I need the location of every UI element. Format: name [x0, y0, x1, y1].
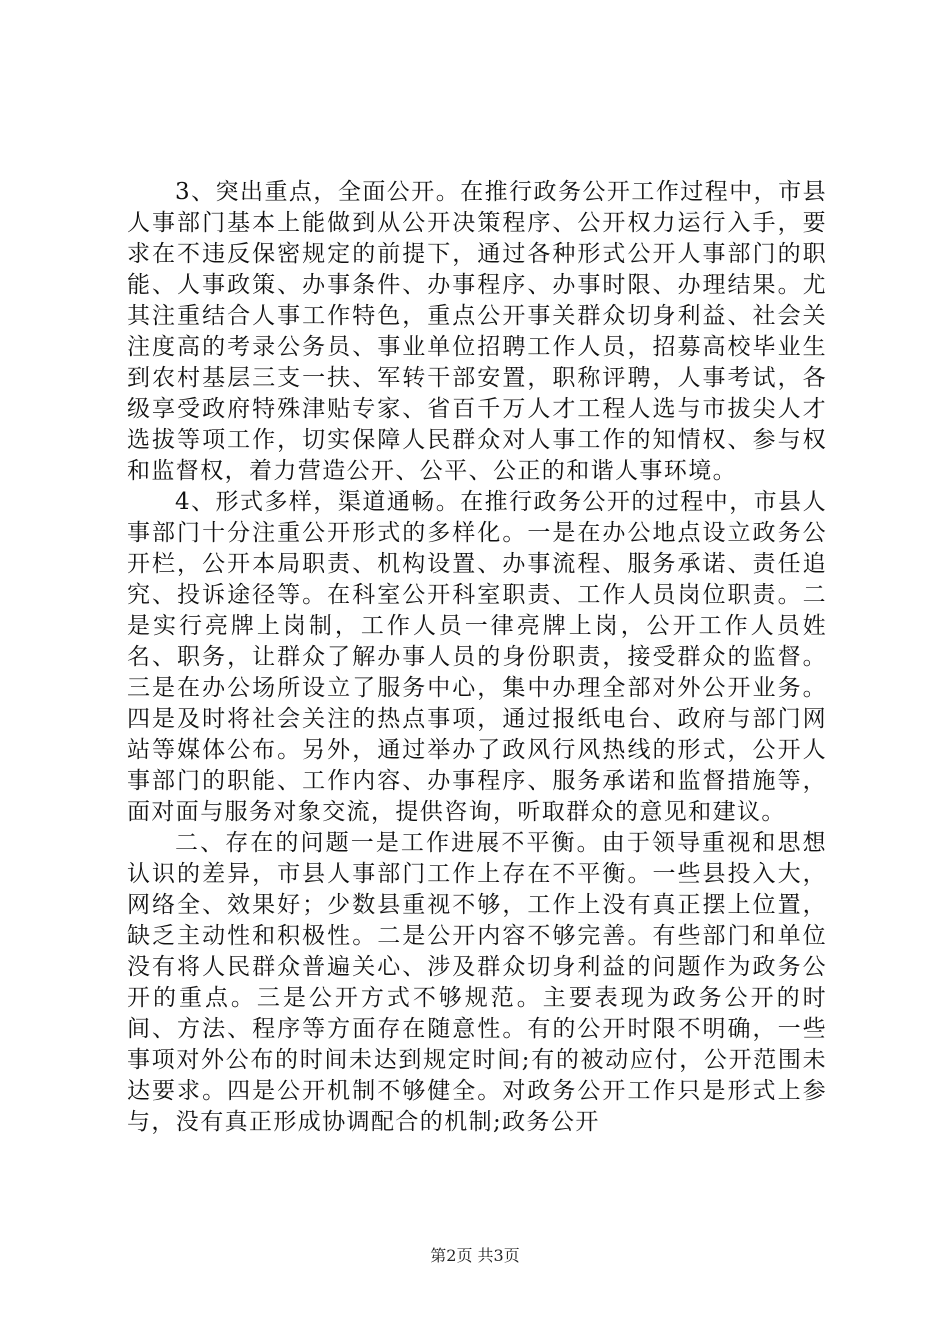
paragraph-section-4: 4、形式多样，渠道通畅。在推行政务公开的过程中，市县人事部门十分注重公开形式的多样化。一是在办公地点设立政务公开栏，公开本局职责、机构设置、办事流程、服务承诺、责任追究、投诉途径等。在科室公开科室职责、工作人员岗位职责。二是实行亮牌上岗制，工作人员一律亮牌上岗，公开工作人员姓名、职务，让群众了解办事人员的身份职责，接受群众的监督。三是在办公场所设立了服务中心，集中办理全部对外公开业务。四是及时将社会关注的热点事项，通过报纸电台、政府与部门网站等媒体公布。另外，通过举办了政风行风热线的形式，公开人事部门的职能、工作内容、办事程序、服务承诺和监督措施等，面对面与服务对象交流，提供咨询，听取群众的意见和建议。: [127, 489, 827, 825]
document-body: [127, 177, 827, 1138]
paragraph-existing-problems: 二、存在的问题一是工作进展不平衡。由于领导重视和思想认识的差异，市县人事部门工作上存在不平衡。一些县投入大，网络全、效果好；少数县重视不够，工作上没有真正摆上位置，缺乏主动性和积极性。二是公开内容不够完善。有些部门和单位没有将人民群众普遍关心、涉及群众切身利益的问题作为政务公开的重点。三是公开方式不够规范。主要表现为政务公开的时间、方法、程序等方面存在随意性。有的公开时限不明确，一些事项对外公布的时间未达到规定时间;有的被动应付，公开范围未达要求。四是公开机制不够健全。对政务公开工作只是形式上参与，没有真正形成协调配合的机制;政务公开: [127, 830, 827, 1135]
page-footer: 第2页 共3页: [430, 1246, 520, 1265]
paragraph-section-3: 3、突出重点，全面公开。在推行政务公开工作过程中，市县人事部门基本上能做到从公开决策程序、公开权力运行入手，要求在不违反保密规定的前提下，通过各种形式公开人事部门的职能、人事政策、办事条件、办事程序、办事时限、办理结果。尤其注重结合人事工作特色，重点公开事关群众切身利益、社会关注度高的考录公务员、事业单位招聘工作人员，招募高校毕业生到农村基层三支一扶、军转干部安置，职称评聘，人事考试，各级享受政府特殊津贴专家、省百千万人才工程人选与市拔尖人才选拔等项工作，切实保障人民群众对人事工作的知情权、参与权和监督权，着力营造公开、公平、公正的和谐人事环境。: [127, 179, 827, 484]
